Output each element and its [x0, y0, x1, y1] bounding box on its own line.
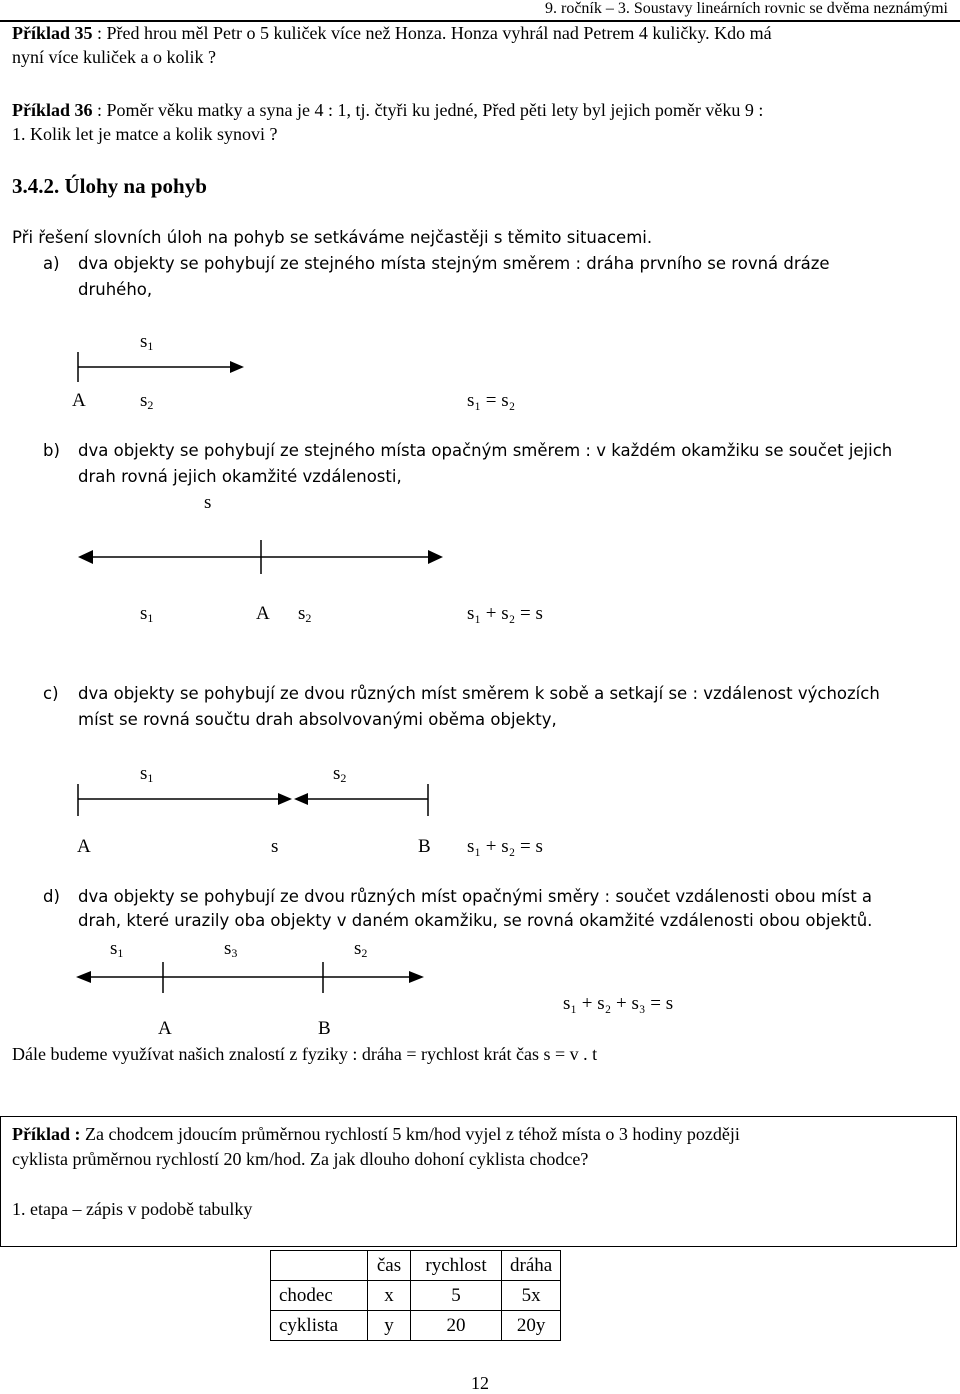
case-d-point-B: B: [318, 1018, 331, 1039]
case-d-point-A: A: [158, 1018, 172, 1039]
table-cell: 20: [411, 1311, 502, 1341]
example-35-line1: [12, 21, 772, 45]
case-b-s-label: s: [204, 492, 212, 513]
case-b-line1: dva objekty se pohybují ze stejného místa opačným směrem : v každém okamžiku se součet jejich: [78, 441, 893, 460]
case-b-marker: b): [43, 441, 60, 460]
table-header-cell: dráha: [502, 1251, 561, 1281]
case-a-arrowhead: [230, 361, 244, 373]
table-row: [271, 1311, 561, 1341]
example-35-text1: : Před hrou měl Petr o 5 kuliček více než Honza. Honza vyhrál nad Petrem 4 kuličky. Kdo má: [92, 23, 772, 43]
case-d-line1: dva objekty se pohybují ze dvou různých míst opačnými směry : součet vzdálenosti obou míst a: [78, 887, 873, 906]
table-header-cell: čas: [368, 1251, 411, 1281]
example-36-line2: 1. Kolik let je matce a kolik synovi ?: [12, 124, 278, 144]
example-label: Příklad :: [12, 1124, 81, 1144]
page-header: 9. ročník – 3. Soustavy lineárních rovnic se dvěma neznámými: [544, 0, 948, 17]
case-c-s2-label: $s_2$: [333, 763, 347, 785]
table-cell: 5x: [502, 1281, 561, 1311]
case-c-point-A: A: [77, 836, 91, 857]
table-row: [271, 1281, 561, 1311]
table-header-cell: [271, 1251, 368, 1281]
case-a-diagram: [0, 350, 960, 390]
physics-formula-text: Dále budeme využívat našich znalostí z fyziky : dráha = rychlost krát čas s = v . t: [12, 1044, 598, 1064]
case-a-s1-label: $s_1$: [140, 331, 154, 353]
case-d-diagram: [0, 960, 960, 1000]
example-36-text1: : Poměr věku matky a syna je 4 : 1, tj. čtyři ku jedné, Před pěti lety byl jejich poměr věku 9 :: [92, 100, 764, 120]
table-header-row: [271, 1251, 561, 1281]
case-d-marker: d): [43, 887, 60, 906]
table-cell: y: [368, 1311, 411, 1341]
case-b-diagram: [0, 538, 960, 578]
page-number: 12: [471, 1373, 489, 1393]
section-title: 3.4.2. Úlohy na pohyb: [12, 174, 207, 198]
example-line2: cyklista průměrnou rychlostí 20 km/hod. Za jak dlouho dohoní cyklista chodce?: [12, 1149, 589, 1169]
case-c-formula: s₁ + s₂ = s: [467, 836, 543, 857]
table-cell: 20y: [502, 1311, 561, 1341]
case-a-line2: druhého,: [78, 280, 153, 299]
table-cell: cyklista: [271, 1311, 368, 1341]
case-c-s-label: s: [271, 836, 279, 857]
table-cell: x: [368, 1281, 411, 1311]
section-intro: Při řešení slovních úloh na pohyb se setkáváme nejčastěji s těmito situacemi.: [12, 228, 653, 247]
case-b-point-A: A: [256, 603, 270, 624]
example-text1: Za chodcem jdoucím průměrnou rychlostí 5 km/hod vyjel z téhož místa o 3 hodiny později: [80, 1124, 740, 1144]
case-a-line1: dva objekty se pohybují ze stejného místa stejným směrem : dráha prvního se rovná dráze: [78, 254, 830, 273]
case-c-s2-arrowhead: [294, 793, 308, 805]
case-d-formula: s₁ + s₂ + s₃ = s: [563, 993, 674, 1014]
example-stage: 1. etapa – zápis v podobě tabulky: [12, 1199, 253, 1219]
case-b-left-arrowhead: [78, 550, 93, 564]
case-c-marker: c): [43, 684, 59, 703]
case-d-s3-label: $s_3$: [224, 938, 238, 960]
motion-table: [270, 1250, 561, 1341]
example-line1: [12, 1122, 740, 1146]
case-a-point-A: A: [72, 390, 86, 411]
table-cell: chodec: [271, 1281, 368, 1311]
case-d-right-arrowhead: [409, 971, 424, 983]
case-a-marker: a): [43, 254, 60, 273]
case-b-s1-label: $s_1$: [140, 603, 154, 625]
case-c-s1-arrowhead: [278, 793, 292, 805]
case-a-s2-label: $s_2$: [140, 390, 154, 412]
case-c-diagram: [0, 782, 960, 822]
case-c-line1: dva objekty se pohybují ze dvou různých míst směrem k sobě a setkají se : vzdálenost výchozích: [78, 684, 880, 703]
case-c-line2: míst se rovná součtu drah absolvovanými oběma objekty,: [78, 710, 557, 729]
example-36-line1: [12, 98, 763, 122]
case-b-right-arrowhead: [428, 550, 443, 564]
example-36-label: Příklad 36: [12, 100, 93, 120]
case-d-line2: drah, které urazily oba objekty v daném okamžiku, se rovná okamžité vzdálenosti obou objektů.: [78, 911, 873, 930]
case-a-formula: s₁ = s₂: [467, 390, 516, 411]
case-d-s2-label: $s_2$: [354, 938, 368, 960]
case-b-line2: drah rovná jejich okamžité vzdálenosti,: [78, 467, 402, 486]
example-35-label: Příklad 35: [12, 23, 93, 43]
case-d-left-arrowhead: [76, 971, 91, 983]
table-cell: 5: [411, 1281, 502, 1311]
table-header-cell: rychlost: [411, 1251, 502, 1281]
case-d-s1-label: $s_1$: [110, 938, 124, 960]
example-35-line2: nyní více kuliček a o kolik ?: [12, 47, 216, 67]
case-b-s2-label: $s_2$: [298, 603, 312, 625]
case-c-point-B: B: [418, 836, 431, 857]
case-c-s1-label: $s_1$: [140, 763, 154, 785]
case-b-formula: s₁ + s₂ = s: [467, 603, 543, 624]
